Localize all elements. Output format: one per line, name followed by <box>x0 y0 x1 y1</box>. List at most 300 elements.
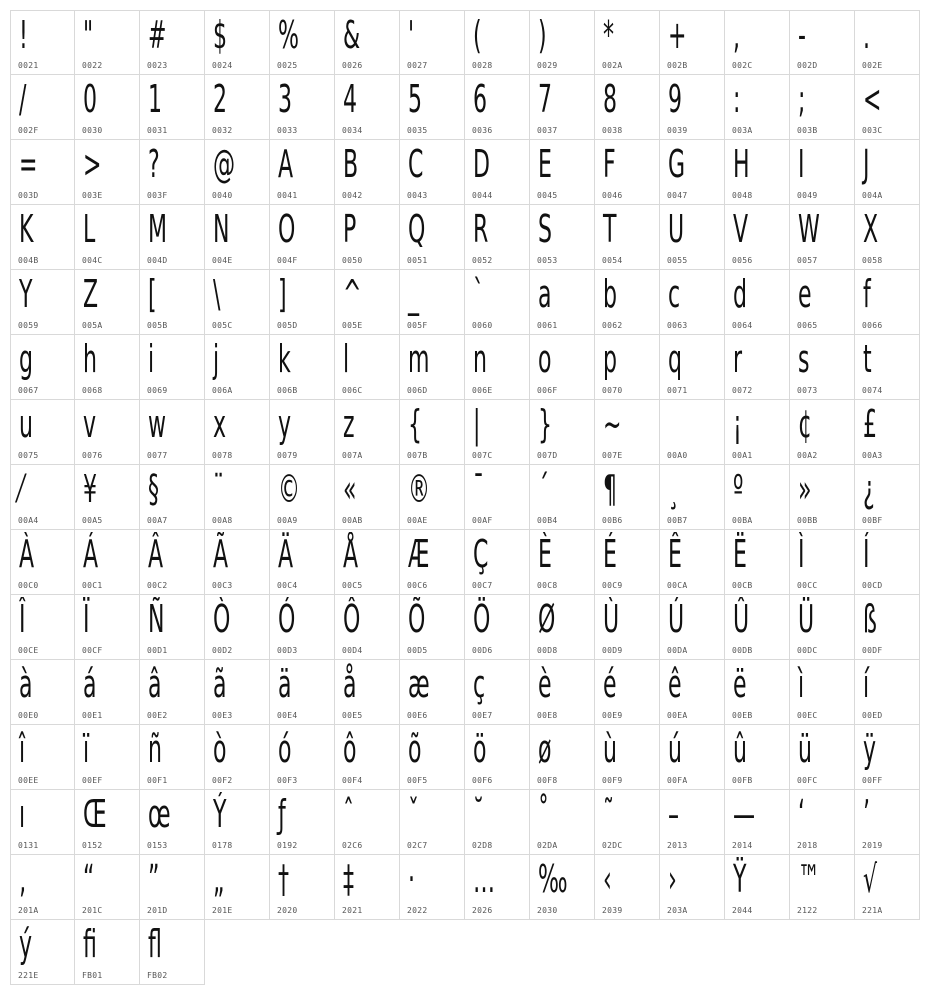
glyph-cell <box>75 660 140 725</box>
glyph-cell <box>660 140 725 205</box>
glyph-cell <box>400 465 465 530</box>
glyph-cell <box>790 335 855 400</box>
glyph-codepoint: 0050 <box>342 256 363 265</box>
glyph-cell <box>790 205 855 270</box>
glyph-codepoint: 00EC <box>797 711 818 720</box>
glyph-cell <box>75 75 140 140</box>
glyph-codepoint: 003D <box>18 191 39 200</box>
glyph-cell <box>725 725 790 790</box>
glyph-codepoint: 00E7 <box>472 711 493 720</box>
glyph-codepoint: 00D4 <box>342 646 363 655</box>
glyph-codepoint: 0048 <box>732 191 753 200</box>
glyph-codepoint: 0030 <box>82 126 103 135</box>
glyph-cell <box>75 400 140 465</box>
glyph-codepoint: 003C <box>862 126 883 135</box>
glyph-character: Ë <box>733 532 747 576</box>
glyph-character: í <box>863 662 870 706</box>
glyph-codepoint: 0056 <box>732 256 753 265</box>
glyph-codepoint: 0067 <box>18 386 39 395</box>
glyph-character: U <box>668 207 685 251</box>
glyph-character: † <box>278 857 290 901</box>
glyph-cell <box>75 725 140 790</box>
glyph-cell <box>400 10 465 75</box>
glyph-cell <box>465 725 530 790</box>
glyph-character: › <box>668 857 677 901</box>
glyph-character: V <box>733 207 749 251</box>
glyph-codepoint: 201D <box>147 906 168 915</box>
glyph-codepoint: 006A <box>212 386 233 395</box>
glyph-codepoint: 00EE <box>18 776 39 785</box>
glyph-codepoint: 2122 <box>797 906 818 915</box>
glyph-character: ] <box>278 272 287 316</box>
glyph-character: æ <box>408 662 430 706</box>
glyph-codepoint: 00AB <box>342 516 363 525</box>
glyph-codepoint: 007B <box>407 451 428 460</box>
glyph-character: y <box>278 402 292 446</box>
glyph-codepoint: 2014 <box>732 841 753 850</box>
glyph-cell <box>855 205 920 270</box>
glyph-cell <box>335 400 400 465</box>
glyph-cell <box>595 270 660 335</box>
glyph-character: é <box>603 662 617 706</box>
glyph-cell <box>725 660 790 725</box>
glyph-cell <box>270 530 335 595</box>
glyph-codepoint: 0078 <box>212 451 233 460</box>
glyph-codepoint: 0024 <box>212 61 233 70</box>
glyph-cell <box>465 205 530 270</box>
glyph-codepoint: 004D <box>147 256 168 265</box>
glyph-character: J <box>863 142 870 186</box>
glyph-cell <box>140 205 205 270</box>
glyph-cell <box>530 140 595 205</box>
glyph-codepoint: 0036 <box>472 126 493 135</box>
glyph-codepoint: 00C9 <box>602 581 623 590</box>
glyph-codepoint: 0041 <box>277 191 298 200</box>
glyph-cell <box>790 270 855 335</box>
glyph-codepoint: 00CA <box>667 581 688 590</box>
glyph-codepoint: 00C7 <box>472 581 493 590</box>
glyph-codepoint: 2039 <box>602 906 623 915</box>
glyph-character: [ <box>148 272 157 316</box>
glyph-cell <box>855 660 920 725</box>
glyph-codepoint: 0071 <box>667 386 688 395</box>
glyph-character: Ÿ <box>733 857 747 901</box>
glyph-character: Ò <box>213 597 231 641</box>
glyph-codepoint: 002B <box>667 61 688 70</box>
glyph-codepoint: 00BB <box>797 516 818 525</box>
glyph-codepoint: 00A3 <box>862 451 883 460</box>
glyph-character: Õ <box>408 597 426 641</box>
glyph-character: ⁄ <box>19 467 23 511</box>
glyph-cell <box>10 140 75 205</box>
glyph-codepoint: 0068 <box>82 386 103 395</box>
glyph-codepoint: 0039 <box>667 126 688 135</box>
glyph-cell <box>400 855 465 920</box>
glyph-character: œ <box>148 792 171 836</box>
glyph-codepoint: FB01 <box>82 971 103 980</box>
glyph-character: G <box>668 142 686 186</box>
glyph-character: ã <box>213 662 227 706</box>
glyph-codepoint: 0051 <box>407 256 428 265</box>
glyph-character: * <box>603 13 615 57</box>
glyph-codepoint: 00D2 <box>212 646 233 655</box>
glyph-codepoint: 201C <box>82 906 103 915</box>
glyph-codepoint: 0037 <box>537 126 558 135</box>
glyph-cell <box>530 530 595 595</box>
glyph-character: M <box>148 207 168 251</box>
glyph-codepoint: 007E <box>602 451 623 460</box>
glyph-codepoint: 00C3 <box>212 581 233 590</box>
glyph-codepoint: 0073 <box>797 386 818 395</box>
glyph-character: Ç <box>473 532 489 576</box>
glyph-codepoint: 00A2 <box>797 451 818 460</box>
glyph-cell <box>465 660 530 725</box>
glyph-cell <box>140 270 205 335</box>
glyph-character: $ <box>213 13 228 57</box>
glyph-codepoint: 00C6 <box>407 581 428 590</box>
glyph-codepoint: 00E3 <box>212 711 233 720</box>
glyph-character: q <box>668 337 682 381</box>
glyph-codepoint: 00A0 <box>667 451 688 460</box>
glyph-character: Ê <box>668 532 682 576</box>
glyph-cell <box>530 335 595 400</box>
glyph-cell <box>725 855 790 920</box>
glyph-character: º <box>733 467 744 511</box>
glyph-character: , <box>733 13 741 57</box>
glyph-character: ˘ <box>473 792 485 836</box>
glyph-cell <box>335 465 400 530</box>
glyph-character: … <box>473 857 496 901</box>
glyph-codepoint: 00CC <box>797 581 818 590</box>
glyph-codepoint: 00E9 <box>602 711 623 720</box>
glyph-codepoint: 0049 <box>797 191 818 200</box>
glyph-cell <box>400 335 465 400</box>
glyph-codepoint: 0075 <box>18 451 39 460</box>
glyph-cell <box>205 530 270 595</box>
glyph-codepoint: 0059 <box>18 321 39 330</box>
glyph-cell <box>465 335 530 400</box>
glyph-codepoint: 0069 <box>147 386 168 395</box>
glyph-cell <box>400 205 465 270</box>
glyph-character: w <box>148 402 167 446</box>
glyph-character: 6 <box>473 77 488 121</box>
glyph-cell <box>855 465 920 530</box>
glyph-cell <box>595 400 660 465</box>
glyph-character: ÿ <box>863 727 877 771</box>
glyph-codepoint: 00F1 <box>147 776 168 785</box>
glyph-codepoint: 002C <box>732 61 753 70</box>
glyph-cell <box>530 790 595 855</box>
glyph-codepoint: 0038 <box>602 126 623 135</box>
glyph-character: W <box>798 207 820 251</box>
glyph-character: - <box>798 13 806 57</box>
glyph-cell <box>75 595 140 660</box>
glyph-codepoint: 006B <box>277 386 298 395</box>
glyph-cell <box>75 530 140 595</box>
glyph-codepoint: 0058 <box>862 256 883 265</box>
glyph-cell <box>140 75 205 140</box>
glyph-character: √ <box>863 857 878 901</box>
glyph-cell <box>530 595 595 660</box>
glyph-character: ¥ <box>83 467 98 511</box>
glyph-character: Ú <box>668 597 685 641</box>
glyph-cell <box>140 790 205 855</box>
glyph-character: Ø <box>538 597 556 641</box>
glyph-codepoint: 00CD <box>862 581 883 590</box>
glyph-character: ñ <box>148 727 162 771</box>
glyph-character: ' <box>408 13 415 57</box>
glyph-character: n <box>473 337 487 381</box>
glyph-codepoint: 0045 <box>537 191 558 200</box>
glyph-cell <box>205 855 270 920</box>
glyph-codepoint: 00A8 <box>212 516 233 525</box>
glyph-codepoint: 0031 <box>147 126 168 135</box>
glyph-cell <box>10 920 75 985</box>
glyph-codepoint: 00F9 <box>602 776 623 785</box>
glyph-codepoint: 00B4 <box>537 516 558 525</box>
glyph-cell <box>335 335 400 400</box>
glyph-codepoint: 00EF <box>82 776 103 785</box>
glyph-character: Â <box>148 532 164 576</box>
glyph-cell <box>595 205 660 270</box>
glyph-character: C <box>408 142 424 186</box>
glyph-codepoint: 00DA <box>667 646 688 655</box>
glyph-character: p <box>603 337 617 381</box>
glyph-character: Ñ <box>148 597 165 641</box>
glyph-codepoint: 00AE <box>407 516 428 525</box>
glyph-codepoint: 02C6 <box>342 841 363 850</box>
glyph-cell <box>530 725 595 790</box>
glyph-cell <box>660 530 725 595</box>
glyph-codepoint: 00C4 <box>277 581 298 590</box>
glyph-codepoint: 0034 <box>342 126 363 135</box>
glyph-character: ‡ <box>343 857 355 901</box>
glyph-codepoint: 0047 <box>667 191 688 200</box>
glyph-cell <box>855 530 920 595</box>
glyph-cell <box>335 140 400 205</box>
glyph-cell <box>10 10 75 75</box>
glyph-codepoint: 0063 <box>667 321 688 330</box>
glyph-cell <box>790 855 855 920</box>
glyph-character: } <box>538 402 553 446</box>
glyph-cell <box>270 790 335 855</box>
glyph-character: ˆ <box>343 792 355 836</box>
glyph-cell <box>660 75 725 140</box>
glyph-character: E <box>538 142 552 186</box>
glyph-codepoint: 0042 <box>342 191 363 200</box>
glyph-character: 0 <box>83 77 98 121</box>
glyph-character: Ã <box>213 532 229 576</box>
glyph-cell <box>790 75 855 140</box>
glyph-codepoint: 002F <box>18 126 39 135</box>
glyph-character: ê <box>668 662 682 706</box>
glyph-cell <box>10 75 75 140</box>
glyph-character: ¨ <box>213 467 225 511</box>
glyph-character: ë <box>733 662 747 706</box>
glyph-codepoint: FB02 <box>147 971 168 980</box>
glyph-character: O <box>278 207 296 251</box>
glyph-character: î <box>19 727 26 771</box>
glyph-codepoint: 00EA <box>667 711 688 720</box>
glyph-character: @ <box>213 142 236 186</box>
glyph-character: 5 <box>408 77 423 121</box>
glyph-cell <box>855 10 920 75</box>
glyph-cell <box>140 400 205 465</box>
glyph-cell <box>270 660 335 725</box>
glyph-codepoint: 003F <box>147 191 168 200</box>
glyph-character: Z <box>83 272 99 316</box>
glyph-codepoint: 006F <box>537 386 558 395</box>
glyph-cell <box>725 465 790 530</box>
glyph-cell <box>400 725 465 790</box>
glyph-cell <box>10 855 75 920</box>
glyph-codepoint: 0055 <box>667 256 688 265</box>
glyph-codepoint: 0043 <box>407 191 428 200</box>
glyph-cell <box>10 335 75 400</box>
glyph-codepoint: 0064 <box>732 321 753 330</box>
glyph-cell <box>855 400 920 465</box>
glyph-character: « <box>343 467 357 511</box>
glyph-cell <box>660 400 725 465</box>
glyph-character: · <box>408 857 416 901</box>
glyph-cell <box>140 725 205 790</box>
glyph-cell <box>790 10 855 75</box>
glyph-character: \ <box>213 272 221 316</box>
glyph-codepoint: 2044 <box>732 906 753 915</box>
glyph-codepoint: 00D8 <box>537 646 558 655</box>
glyph-character: õ <box>408 727 422 771</box>
glyph-codepoint: 0066 <box>862 321 883 330</box>
glyph-cell <box>790 400 855 465</box>
glyph-codepoint: 2030 <box>537 906 558 915</box>
glyph-cell <box>335 530 400 595</box>
glyph-character: N <box>213 207 230 251</box>
glyph-character: ı <box>19 792 26 836</box>
glyph-codepoint: 0178 <box>212 841 233 850</box>
glyph-cell <box>530 205 595 270</box>
glyph-codepoint: 0153 <box>147 841 168 850</box>
glyph-codepoint: 00DC <box>797 646 818 655</box>
glyph-character: u <box>19 402 33 446</box>
glyph-codepoint: 00EB <box>732 711 753 720</box>
glyph-character: P <box>343 207 357 251</box>
glyph-character: l <box>343 337 350 381</box>
glyph-cell <box>75 205 140 270</box>
glyph-codepoint: 00E2 <box>147 711 168 720</box>
glyph-codepoint: 004B <box>18 256 39 265</box>
glyph-codepoint: 0021 <box>18 61 39 70</box>
glyph-character: d <box>733 272 747 316</box>
glyph-cell <box>855 790 920 855</box>
glyph-character: ` <box>473 272 485 316</box>
glyph-codepoint: 00D6 <box>472 646 493 655</box>
glyph-character: – <box>668 792 680 836</box>
glyph-codepoint: 2020 <box>277 906 298 915</box>
glyph-cell <box>465 400 530 465</box>
glyph-character: § <box>148 467 160 511</box>
glyph-cell <box>10 530 75 595</box>
glyph-codepoint: 00A4 <box>18 516 39 525</box>
glyph-cell <box>725 400 790 465</box>
glyph-cell <box>660 595 725 660</box>
glyph-character: a <box>538 272 552 316</box>
glyph-cell <box>530 465 595 530</box>
glyph-codepoint: 0060 <box>472 321 493 330</box>
glyph-cell <box>465 75 530 140</box>
glyph-character: o <box>538 337 552 381</box>
glyph-codepoint: 00DB <box>732 646 753 655</box>
glyph-character: ‰ <box>538 857 568 901</box>
glyph-codepoint: 004F <box>277 256 298 265</box>
glyph-cell <box>790 595 855 660</box>
glyph-cell <box>205 790 270 855</box>
glyph-cell <box>725 530 790 595</box>
glyph-character: t <box>863 337 872 381</box>
glyph-cell <box>660 270 725 335</box>
glyph-cell <box>10 595 75 660</box>
glyph-cell <box>205 400 270 465</box>
glyph-character: £ <box>863 402 878 446</box>
glyph-codepoint: 006C <box>342 386 363 395</box>
glyph-cell <box>335 75 400 140</box>
glyph-character: z <box>343 402 355 446</box>
glyph-character: 3 <box>278 77 293 121</box>
glyph-cell <box>530 10 595 75</box>
glyph-cell <box>725 75 790 140</box>
glyph-cell <box>465 595 530 660</box>
glyph-cell <box>75 140 140 205</box>
glyph-character: h <box>83 337 97 381</box>
glyph-cell <box>725 140 790 205</box>
glyph-character: { <box>408 402 423 446</box>
glyph-cell <box>400 140 465 205</box>
glyph-codepoint: 2026 <box>472 906 493 915</box>
glyph-character: ﬁ <box>83 922 97 966</box>
glyph-cell <box>270 10 335 75</box>
glyph-cell <box>205 725 270 790</box>
glyph-character: 2 <box>213 77 228 121</box>
glyph-cell <box>595 790 660 855</box>
glyph-codepoint: 2013 <box>667 841 688 850</box>
glyph-cell <box>270 400 335 465</box>
glyph-character: I <box>798 142 805 186</box>
glyph-character: : <box>733 77 741 121</box>
glyph-character: f <box>863 272 871 316</box>
glyph-character: > <box>83 142 102 186</box>
glyph-codepoint: 00C2 <box>147 581 168 590</box>
glyph-character: Q <box>408 207 426 251</box>
glyph-character: © <box>278 467 301 511</box>
glyph-character: K <box>19 207 34 251</box>
glyph-cell <box>595 595 660 660</box>
glyph-character: ´ <box>538 467 550 511</box>
glyph-codepoint: 0072 <box>732 386 753 395</box>
glyph-character: ? <box>148 142 160 186</box>
glyph-cell <box>400 530 465 595</box>
glyph-character: ì <box>798 662 805 706</box>
glyph-character: r <box>733 337 743 381</box>
glyph-character: ú <box>668 727 682 771</box>
glyph-character: ¡ <box>733 402 742 446</box>
glyph-cell <box>75 790 140 855</box>
glyph-cell <box>465 530 530 595</box>
glyph-character: ø <box>538 727 552 771</box>
glyph-character: A <box>278 142 294 186</box>
glyph-codepoint: 0035 <box>407 126 428 135</box>
glyph-character: » <box>798 467 812 511</box>
glyph-character: É <box>603 532 617 576</box>
glyph-character: ; <box>798 77 806 121</box>
